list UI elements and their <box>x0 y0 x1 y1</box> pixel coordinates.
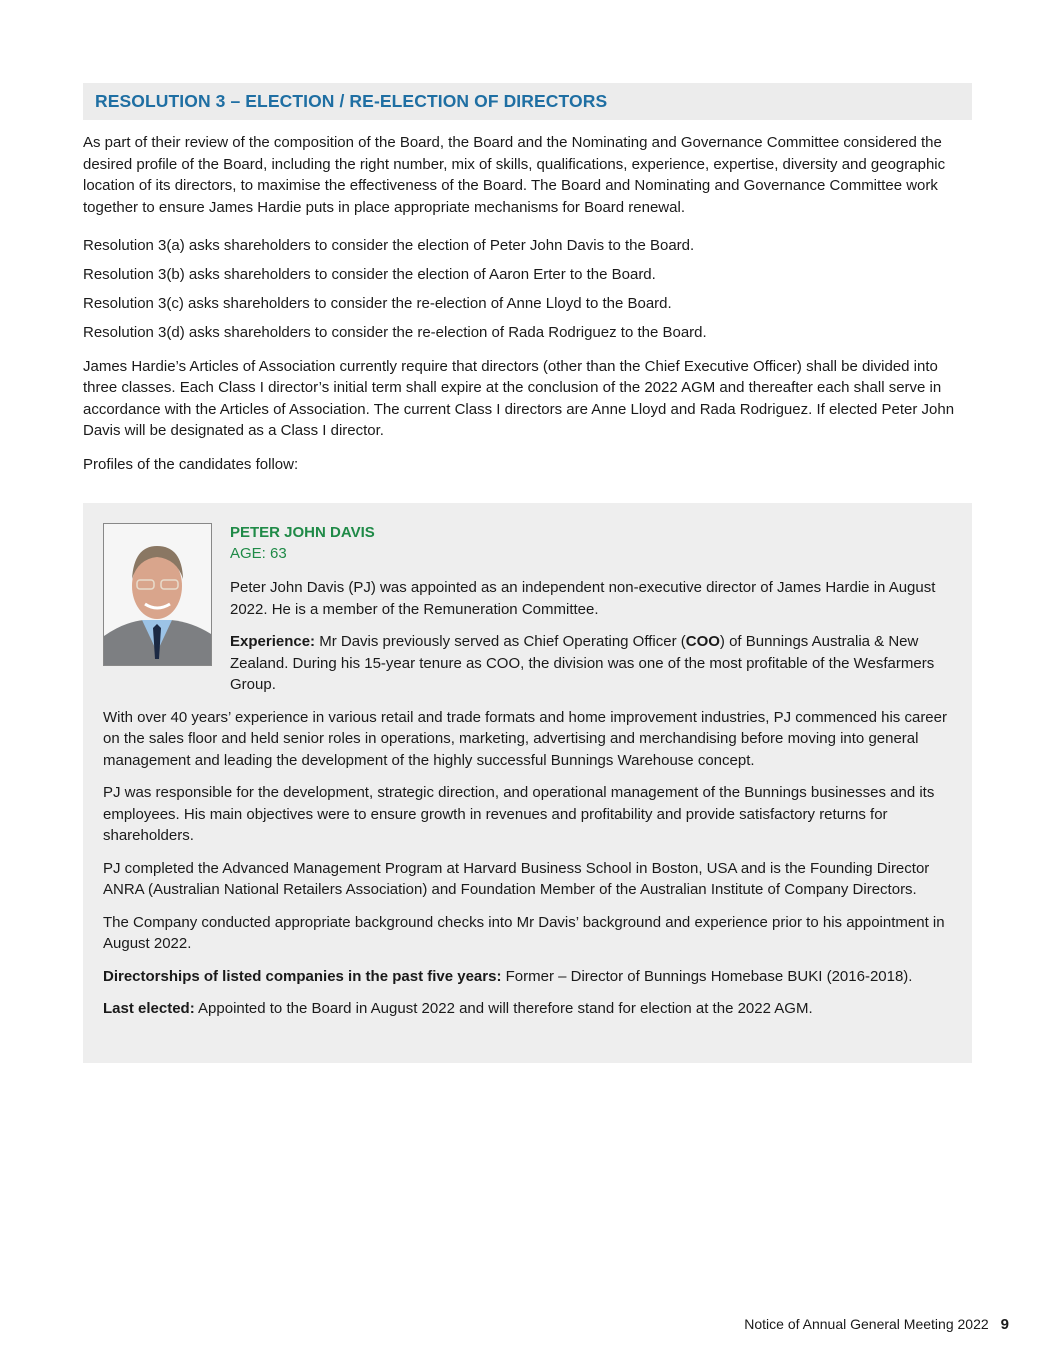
candidate-name: PETER JOHN DAVIS <box>230 524 375 541</box>
portrait-image-icon <box>104 524 211 665</box>
coo-abbreviation: COO <box>685 633 720 650</box>
resolutions-list <box>83 235 972 344</box>
directorships-text: Former – Director of Bunnings Homebase BUKI (2016-2018). <box>501 967 913 985</box>
document-page <box>83 83 972 475</box>
resolution-item: Resolution 3(a) asks shareholders to consider the election of Peter John Davis to the Board. <box>83 237 695 254</box>
appointment-paragraph: Peter John Davis (PJ) was appointed as an independent non-executive director of James Hardie in August 2022. He is a member of the Remuneration Committee. <box>230 579 936 618</box>
candidate-photo <box>103 523 212 666</box>
page-footer <box>744 1316 1009 1333</box>
biography-paragraph: With over 40 years’ experience in various retail and trade formats and home improvement industries, PJ commenced his career on the sales floor and held senior roles in operations, marketing, advertising and merchandising before moving into general management and leading the development of the highly successful Bunnings Warehouse concept. <box>103 708 947 769</box>
intro-paragraph: As part of their review of the composition of the Board, the Board and the Nominating and Governance Committee considered the desired profile of the Board, including the right number, mix of skills, qualifications, experience, expertise, diversity and geographic location of its directors, to maximise the effectiveness of the Board. The Board and Nominating and Governance Committee work together to ensure James Hardie puts in place appropriate mechanisms for Board renewal. <box>83 134 946 216</box>
biography-paragraph: PJ was responsible for the development, strategic direction, and operational management of the Bunnings businesses and its employees. His main objectives were to ensure growth in revenues and profitability and provide satisfactory returns for shareholders. <box>103 784 935 844</box>
biography-paragraph: PJ completed the Advanced Management Program at Harvard Business School in Boston, USA and is the Founding Director ANRA (Australian National Retailers Association) and Foundation Member of the Australian Institute of Company Directors. <box>103 859 930 898</box>
candidate-biography <box>103 707 952 1020</box>
last-elected-label: Last elected: <box>103 1000 195 1017</box>
footer-document-title: Notice of Annual General Meeting 2022 <box>744 1316 989 1332</box>
resolution-item: Resolution 3(b) asks shareholders to consider the election of Aaron Erter to the Board. <box>83 266 656 283</box>
last-elected-paragraph <box>103 998 952 1020</box>
resolution-item: Resolution 3(c) asks shareholders to consider the re-election of Anne Lloyd to the Board. <box>83 295 672 312</box>
experience-paragraph <box>230 631 952 696</box>
profiles-lead: Profiles of the candidates follow: <box>83 455 299 473</box>
candidate-profile-panel <box>83 503 972 1063</box>
directorships-label: Directorships of listed companies in the past five years: <box>103 967 502 985</box>
section-title: RESOLUTION 3 – ELECTION / RE-ELECTION OF DIRECTORS <box>95 91 608 111</box>
experience-text-post: ) of Bunnings Australia & New Zealand. During his 15-year tenure as COO, the division was one of the most profitable of the Wesfarmers Group. <box>230 633 935 693</box>
page-number: 9 <box>1000 1316 1009 1333</box>
directorships-paragraph <box>103 966 952 988</box>
articles-paragraph: James Hardie’s Articles of Association currently require that directors (other than the Chief Executive Officer) shall be divided into three classes. Each Class I director’s initial term shall expire at the conclusion of the 2022 AGM and thereafter each shall serve in accordance with the Articles of Association. The current Class I directors are Anne Lloyd and Rada Rodriguez. If elected Peter John Davis will be designated as a Class I director. <box>83 357 955 439</box>
resolution-item: Resolution 3(d) asks shareholders to consider the re-election of Rada Rodriguez to the Board. <box>83 324 707 341</box>
experience-text-pre: Mr Davis previously served as Chief Operating Officer ( <box>315 633 686 650</box>
last-elected-text: Appointed to the Board in August 2022 and will therefore stand for election at the 2022 AGM. <box>194 1000 813 1017</box>
candidate-age: AGE: 63 <box>230 545 287 562</box>
section-header <box>83 83 972 120</box>
candidate-header <box>230 522 952 696</box>
experience-label: Experience: <box>230 633 316 650</box>
biography-paragraph: The Company conducted appropriate background checks into Mr Davis’ background and experience prior to his appointment in August 2022. <box>103 913 945 952</box>
